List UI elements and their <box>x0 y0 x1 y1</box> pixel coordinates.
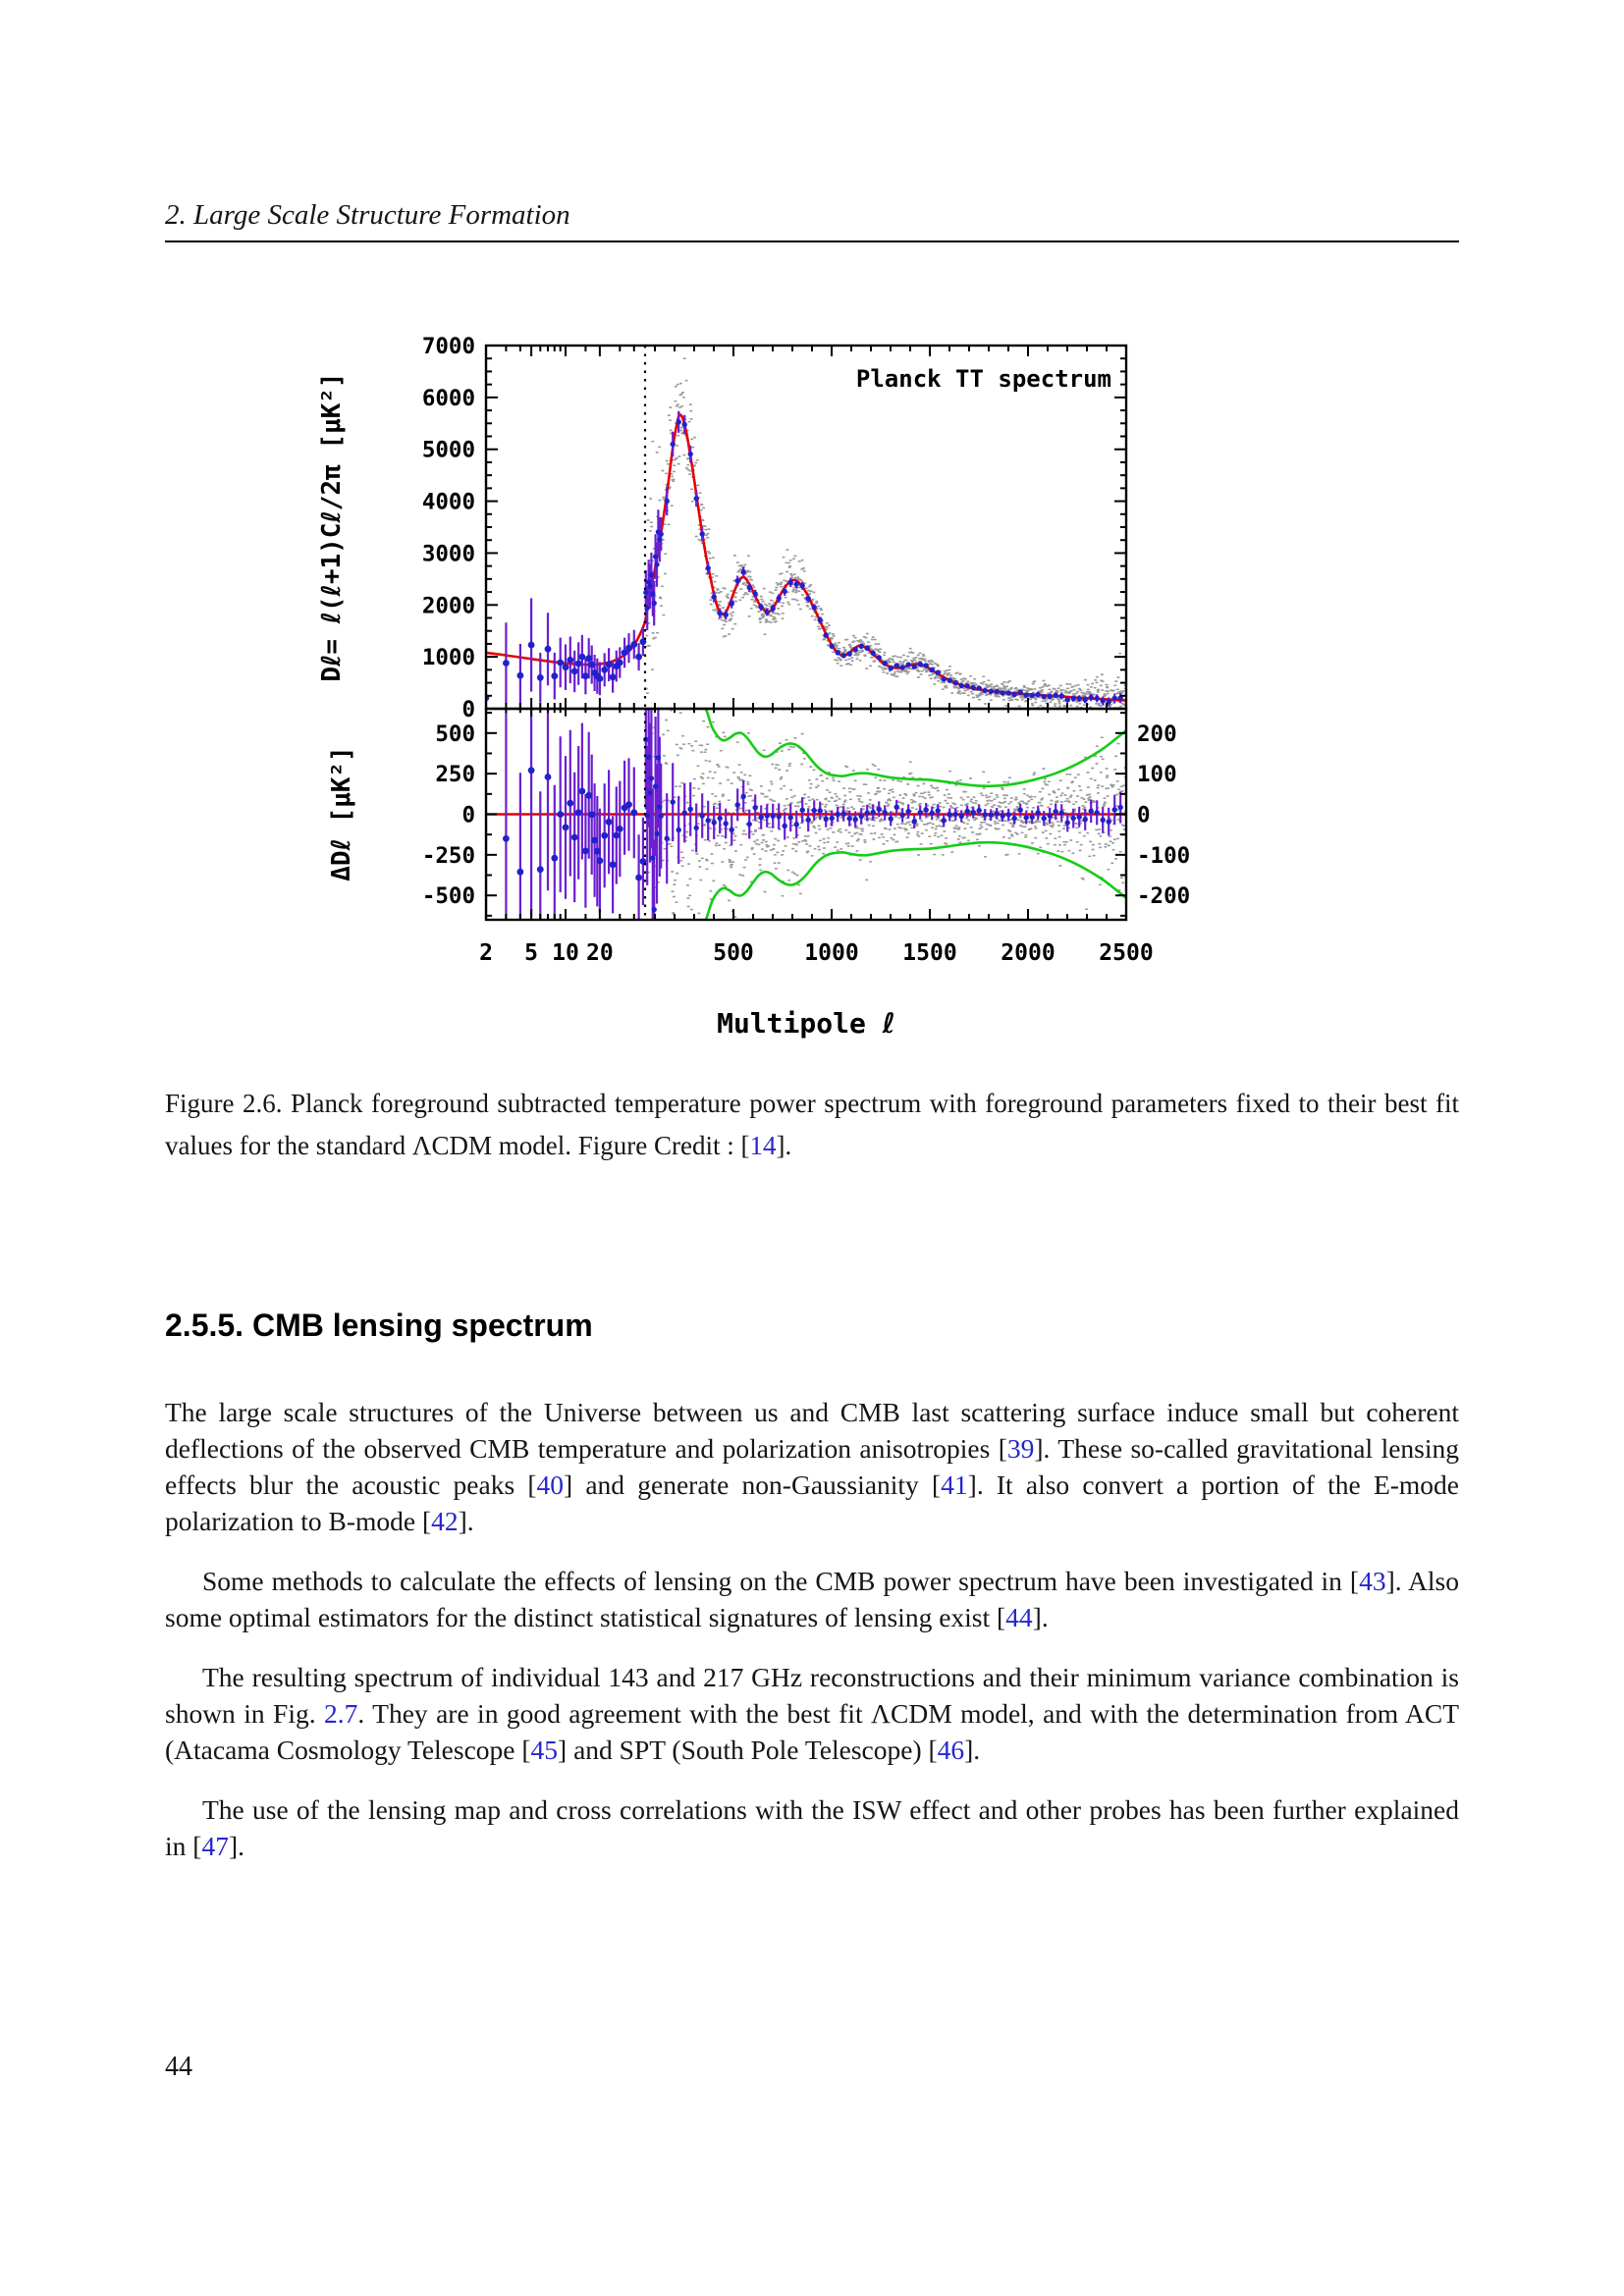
svg-text:5000: 5000 <box>421 437 475 463</box>
y-axis-label-top: Dℓ= ℓ(ℓ+1)Cℓ/2π [μK²] <box>317 372 347 682</box>
citation-link[interactable]: 43 <box>1359 1566 1386 1596</box>
citation-link[interactable]: 14 <box>749 1131 777 1160</box>
citation-link[interactable]: 41 <box>941 1469 968 1500</box>
figure-2-6 <box>295 324 1218 1070</box>
svg-text:2000: 2000 <box>421 593 475 619</box>
svg-text:7000: 7000 <box>421 334 475 359</box>
svg-text:0: 0 <box>461 802 475 828</box>
paragraph-1: The large scale structures of the Universe between us and CMB last scattering surface induce small but coherent deflections of the observed CMB temperature and polarization anisotropies [39]. These so-called gravitational lensing effects blur the acoustic peaks [40] and generate non-Gaussianity [41]. It also convert a portion of the E-mode polarization to B-mode [42]. <box>165 1397 1460 1536</box>
svg-text:500: 500 <box>435 721 475 747</box>
svg-text:-100: -100 <box>1137 842 1191 869</box>
binned-points-top <box>483 419 1123 704</box>
planck-tt-spectrum-figure <box>295 324 1218 1070</box>
citation-link[interactable]: 46 <box>937 1735 965 1765</box>
figure-caption: Figure 2.6. Planck foreground subtracted temperature power spectrum with foreground parameters fixed to their best fit values for the standard ΛCDM model. Figure Credit : [14]. <box>165 1089 1459 1160</box>
paragraph-3: The resulting spectrum of individual 143 and 217 GHz reconstructions and their minimum variance combination is shown in Fig. 2.7. They are in good agreement with the best fit ΛCDM model, and with the determination from ACT (Atacama Cosmology Telescope [45] and SPT (South Pole Telescope) [46]. <box>165 1662 1460 1765</box>
svg-text:2000: 2000 <box>1001 940 1056 966</box>
svg-text:4000: 4000 <box>421 489 475 515</box>
y-axis-label-residual: ΔDℓ [μK²] <box>327 746 356 881</box>
svg-text:5: 5 <box>524 940 539 966</box>
svg-text:1000: 1000 <box>804 940 859 966</box>
plot-title: Planck TT spectrum <box>855 365 1111 393</box>
section-heading: 2.5.5. CMB lensing spectrum <box>165 1308 593 1343</box>
svg-text:-250: -250 <box>421 842 475 869</box>
svg-text:2: 2 <box>479 940 493 966</box>
citation-link[interactable]: 47 <box>201 1831 229 1861</box>
svg-text:0: 0 <box>461 697 475 722</box>
paragraph-4: The use of the lensing map and cross correlations with the ISW effect and other probes has been further explained in [47]. <box>165 1794 1459 1861</box>
citation-link[interactable]: 40 <box>536 1469 564 1500</box>
page-number: 44 <box>165 2052 192 2082</box>
unbinned-scatter-top <box>646 358 1128 816</box>
figure-ref-link[interactable]: 2.7 <box>324 1698 358 1729</box>
svg-text:1000: 1000 <box>421 645 475 671</box>
running-header <box>165 199 1459 232</box>
svg-text:0: 0 <box>1137 802 1151 828</box>
citation-link[interactable]: 44 <box>1005 1602 1033 1632</box>
svg-text:-500: -500 <box>421 883 475 910</box>
body-text <box>165 1394 1459 1864</box>
svg-text:6000: 6000 <box>421 385 475 411</box>
citation-link[interactable]: 39 <box>1006 1433 1035 1464</box>
svg-text:100: 100 <box>1137 762 1177 788</box>
citation-link[interactable]: 45 <box>530 1735 559 1765</box>
svg-text:1500: 1500 <box>902 940 957 966</box>
svg-text:250: 250 <box>435 762 475 788</box>
svg-text:20: 20 <box>586 940 614 966</box>
error-bars-top <box>486 411 1120 742</box>
citation-link[interactable]: 42 <box>431 1506 459 1536</box>
svg-text:10: 10 <box>552 940 579 966</box>
svg-text:200: 200 <box>1137 721 1177 747</box>
axis-tick-labels <box>422 334 1190 966</box>
svg-text:2500: 2500 <box>1099 940 1154 966</box>
x-axis-label: Multipole ℓ <box>717 1007 895 1040</box>
header-rule <box>165 240 1459 242</box>
paragraph-2: Some methods to calculate the effects of lensing on the CMB power spectrum have been investigated in [43]. Also some optimal estimators for the distinct statistical signatures of lensing exist [44]. <box>165 1566 1459 1632</box>
svg-text:500: 500 <box>713 940 754 966</box>
svg-text:3000: 3000 <box>421 541 475 567</box>
chapter-title: 2. Large Scale Structure Formation <box>165 199 570 231</box>
svg-text:-200: -200 <box>1137 883 1191 910</box>
